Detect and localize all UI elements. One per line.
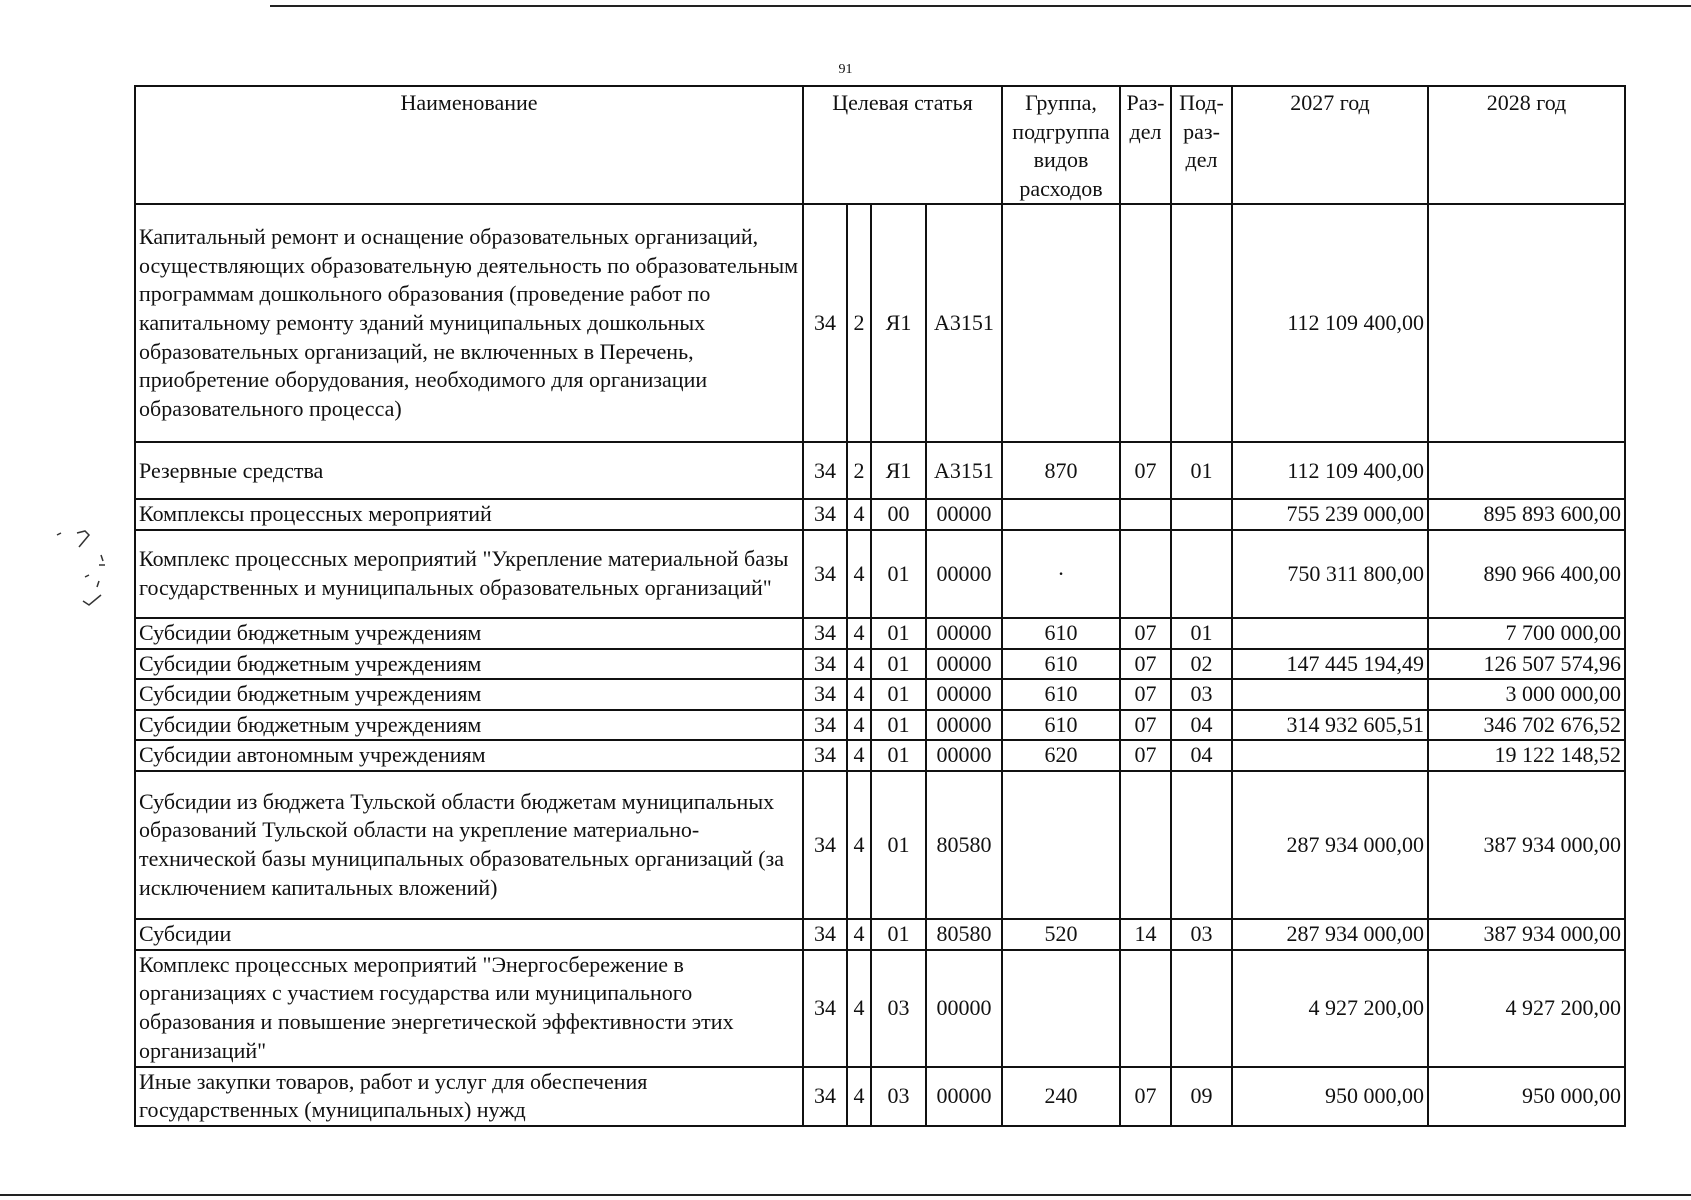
subsection-code: 04 (1171, 710, 1232, 741)
amount-2028: 387 934 000,00 (1428, 919, 1625, 950)
code-subprogram: 4 (847, 740, 871, 771)
code-subprogram: 4 (847, 499, 871, 530)
code-event: 01 (871, 649, 926, 680)
row-name: Резервные средства (135, 442, 803, 499)
header-row (135, 86, 1625, 204)
code-program: 34 (803, 204, 847, 442)
page-number: 91 (838, 62, 853, 77)
code-event: 01 (871, 771, 926, 919)
row-name: Субсидии бюджетным учреждениям (135, 618, 803, 649)
header-year-2028: 2028 год (1428, 86, 1625, 204)
code-event: Я1 (871, 442, 926, 499)
subsection-code: 02 (1171, 649, 1232, 680)
code-direction: 00000 (926, 649, 1002, 680)
amount-2027 (1232, 618, 1428, 649)
section-code: 07 (1120, 710, 1171, 741)
amount-2027: 147 445 194,49 (1232, 649, 1428, 680)
table-row (135, 710, 1625, 741)
code-direction: 00000 (926, 530, 1002, 618)
amount-2028: 7 700 000,00 (1428, 618, 1625, 649)
table-row (135, 204, 1625, 442)
code-subprogram: 4 (847, 618, 871, 649)
amount-2027 (1232, 740, 1428, 771)
code-event: 01 (871, 679, 926, 710)
subsection-code: 03 (1171, 919, 1232, 950)
amount-2028 (1428, 204, 1625, 442)
amount-2027: 755 239 000,00 (1232, 499, 1428, 530)
code-event: 00 (871, 499, 926, 530)
table-row (135, 771, 1625, 919)
amount-2027: 287 934 000,00 (1232, 919, 1428, 950)
amount-2028: 126 507 574,96 (1428, 649, 1625, 680)
code-subprogram: 4 (847, 679, 871, 710)
section-code (1120, 499, 1171, 530)
code-direction: А3151 (926, 204, 1002, 442)
code-event: 01 (871, 618, 926, 649)
code-direction: 00000 (926, 679, 1002, 710)
code-event: 01 (871, 740, 926, 771)
code-subprogram: 4 (847, 1067, 871, 1126)
row-name: Субсидии бюджетным учреждениям (135, 679, 803, 710)
section-code (1120, 771, 1171, 919)
amount-2028: 346 702 676,52 (1428, 710, 1625, 741)
expense-group: 610 (1002, 649, 1120, 680)
amount-2028: 950 000,00 (1428, 1067, 1625, 1126)
section-code (1120, 530, 1171, 618)
subsection-code: 01 (1171, 442, 1232, 499)
subsection-code: 09 (1171, 1067, 1232, 1126)
amount-2027: 314 932 605,51 (1232, 710, 1428, 741)
section-code: 07 (1120, 442, 1171, 499)
amount-2027: 112 109 400,00 (1232, 442, 1428, 499)
amount-2027 (1232, 679, 1428, 710)
table-row (135, 679, 1625, 710)
code-subprogram: 4 (847, 649, 871, 680)
code-event: 03 (871, 1067, 926, 1126)
row-name: Капитальный ремонт и оснащение образовательных организаций, осуществляющих образовательную деятельность по образовательным программам дошкольного образования (проведение работ по капитальному ремонту зданий муниципальных дошкольных образовательных организаций, не включенных в Перечень, приобретение оборудования, необходимого для организации образовательного процесса) (135, 204, 803, 442)
code-event: Я1 (871, 204, 926, 442)
expense-group: 240 (1002, 1067, 1120, 1126)
amount-2027: 112 109 400,00 (1232, 204, 1428, 442)
header-section: Раз- дел (1120, 86, 1171, 204)
table-row (135, 618, 1625, 649)
code-direction: 00000 (926, 618, 1002, 649)
table-row (135, 499, 1625, 530)
code-event: 03 (871, 950, 926, 1067)
amount-2027: 750 311 800,00 (1232, 530, 1428, 618)
budget-table (134, 85, 1626, 1127)
table-row (135, 740, 1625, 771)
row-name: Субсидии бюджетным учреждениям (135, 710, 803, 741)
code-direction: 00000 (926, 499, 1002, 530)
expense-group (1002, 204, 1120, 442)
code-program: 34 (803, 442, 847, 499)
code-program: 34 (803, 740, 847, 771)
amount-2027: 287 934 000,00 (1232, 771, 1428, 919)
code-program: 34 (803, 771, 847, 919)
code-program: 34 (803, 950, 847, 1067)
amount-2027: 950 000,00 (1232, 1067, 1428, 1126)
code-event: 01 (871, 530, 926, 618)
subsection-code (1171, 771, 1232, 919)
section-code: 07 (1120, 679, 1171, 710)
table-row (135, 442, 1625, 499)
table-row (135, 1067, 1625, 1126)
row-name: Комплексы процессных мероприятий (135, 499, 803, 530)
code-program: 34 (803, 710, 847, 741)
code-direction: 00000 (926, 950, 1002, 1067)
expense-group: 610 (1002, 618, 1120, 649)
code-direction: 80580 (926, 919, 1002, 950)
header-year-2027: 2027 год (1232, 86, 1428, 204)
expense-group: 610 (1002, 679, 1120, 710)
scan-border-bottom (0, 1194, 1691, 1196)
section-code: 14 (1120, 919, 1171, 950)
section-code (1120, 950, 1171, 1067)
margin-handwritten-marks (55, 525, 125, 615)
code-program: 34 (803, 679, 847, 710)
expense-group (1002, 499, 1120, 530)
code-direction: 80580 (926, 771, 1002, 919)
row-name: Субсидии автономным учреждениям (135, 740, 803, 771)
row-name: Иные закупки товаров, работ и услуг для обеспечения государственных (муниципальных) нужд (135, 1067, 803, 1126)
row-name: Комплекс процессных мероприятий "Укрепление материальной базы государственных и муниципальных образовательных организаций" (135, 530, 803, 618)
expense-group: 610 (1002, 710, 1120, 741)
expense-group: 520 (1002, 919, 1120, 950)
code-subprogram: 4 (847, 771, 871, 919)
section-code: 07 (1120, 740, 1171, 771)
section-code (1120, 204, 1171, 442)
amount-2028: 19 122 148,52 (1428, 740, 1625, 771)
scan-border-top (270, 5, 1691, 7)
code-subprogram: 4 (847, 919, 871, 950)
code-program: 34 (803, 919, 847, 950)
section-code: 07 (1120, 649, 1171, 680)
code-direction: 00000 (926, 740, 1002, 771)
expense-group (1002, 950, 1120, 1067)
subsection-code: 03 (1171, 679, 1232, 710)
code-subprogram: 4 (847, 950, 871, 1067)
row-name: Субсидии (135, 919, 803, 950)
subsection-code (1171, 499, 1232, 530)
code-program: 34 (803, 530, 847, 618)
expense-group (1002, 771, 1120, 919)
code-program: 34 (803, 618, 847, 649)
subsection-code (1171, 204, 1232, 442)
amount-2028: 3 000 000,00 (1428, 679, 1625, 710)
expense-group: 870 (1002, 442, 1120, 499)
header-target-article: Целевая статья (803, 86, 1002, 204)
subsection-code (1171, 950, 1232, 1067)
header-group: Группа, подгруппа видов расходов (1002, 86, 1120, 204)
row-name: Комплекс процессных мероприятий "Энергосбережение в организациях с участием государства или муниципального образования и повышение энергетической эффективности этих организаций" (135, 950, 803, 1067)
code-program: 34 (803, 1067, 847, 1126)
amount-2027: 4 927 200,00 (1232, 950, 1428, 1067)
code-event: 01 (871, 710, 926, 741)
amount-2028: 4 927 200,00 (1428, 950, 1625, 1067)
section-code: 07 (1120, 618, 1171, 649)
code-subprogram: 2 (847, 442, 871, 499)
code-program: 34 (803, 499, 847, 530)
code-event: 01 (871, 919, 926, 950)
code-direction: А3151 (926, 442, 1002, 499)
row-name: Субсидии из бюджета Тульской области бюджетам муниципальных образований Тульской области на укрепление материально-технической базы муниципальных образовательных организаций (за исключением капитальных вложений) (135, 771, 803, 919)
code-subprogram: 4 (847, 530, 871, 618)
expense-group: 620 (1002, 740, 1120, 771)
amount-2028: 387 934 000,00 (1428, 771, 1625, 919)
code-direction: 00000 (926, 710, 1002, 741)
code-subprogram: 2 (847, 204, 871, 442)
code-direction: 00000 (926, 1067, 1002, 1126)
section-code: 07 (1120, 1067, 1171, 1126)
subsection-code: 04 (1171, 740, 1232, 771)
header-subsection: Под- раз- дел (1171, 86, 1232, 204)
amount-2028: 895 893 600,00 (1428, 499, 1625, 530)
amount-2028: 890 966 400,00 (1428, 530, 1625, 618)
code-program: 34 (803, 649, 847, 680)
subsection-code: 01 (1171, 618, 1232, 649)
expense-group: · (1002, 530, 1120, 618)
header-name: Наименование (135, 86, 803, 204)
table-row (135, 919, 1625, 950)
table-row (135, 649, 1625, 680)
row-name: Субсидии бюджетным учреждениям (135, 649, 803, 680)
table-row (135, 950, 1625, 1067)
subsection-code (1171, 530, 1232, 618)
table-row (135, 530, 1625, 618)
amount-2028 (1428, 442, 1625, 499)
code-subprogram: 4 (847, 710, 871, 741)
